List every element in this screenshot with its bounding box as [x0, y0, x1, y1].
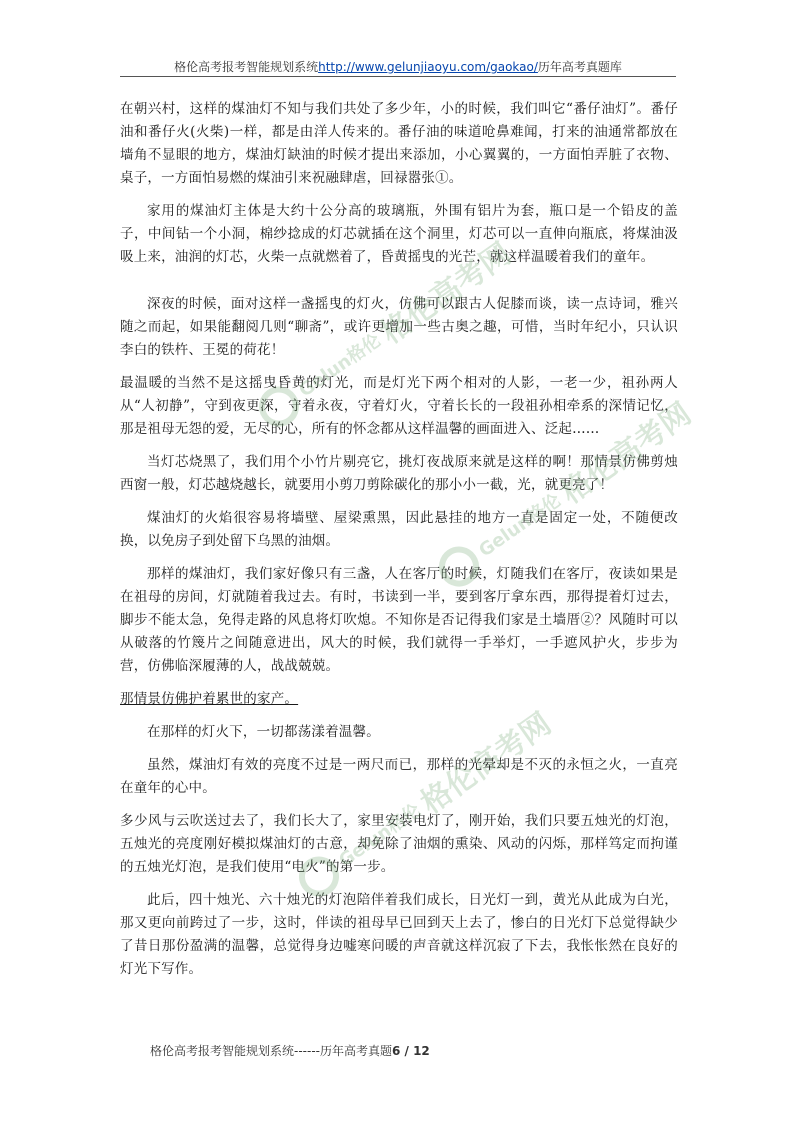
paragraph: 在朝兴村，这样的煤油灯不知与我们共处了多少年，小的时候，我们叫它“番仔油灯”。番仔油和番仔火(火柴)一样，都是由洋人传来的。番仔油的味道呛鼻难闻，打来的油通常都放在墙角不显眼的地方，煤油灯缺油的时候才提出来添加，小心翼翼的，一方面怕弄脏了衣物、桌子，一方面怕易燃的煤油引来祝融肆虐，回禄嚣张①。	[120, 101, 678, 186]
header-prefix: 格伦高考报考智能规划系统	[174, 60, 319, 74]
header-suffix: 历年高考真题库	[537, 60, 622, 74]
paragraph: 那样的煤油灯，我们家好像只有三盏，人在客厅的时候，灯随我们在客厅，夜读如果是在祖母的房间，灯就随着我过去。有时，书读到一半，要到客厅拿东西，那得提着灯过去，脚步不能太急，免得走路的风息将灯吹熄。不知你是否记得我们家是土墙厝②？风随时可以从破落的竹篾片之间随意进出，风大的时候，我们就得一手举灯，一手遮风护火，步步为营，仿佛临深履薄的人，战战兢兢。	[120, 566, 678, 674]
paragraph: 煤油灯的火焰很容易将墙壁、屋梁熏黑，因此悬挂的地方一直是固定一处，不随便改换，以免房子到处留下乌黑的油烟。	[120, 510, 678, 549]
paragraph-underlined	[120, 688, 678, 711]
watermark-small: Gelun格伦	[335, 799, 425, 872]
page-footer	[150, 1042, 430, 1059]
page-header	[120, 58, 676, 75]
underlined-sentence: 那情景仿佛护着累世的家产。	[120, 691, 299, 707]
watermark-brand: 格伦高考网	[554, 396, 698, 512]
paragraph: 此后，四十烛光、六十烛光的灯泡陪伴着我们成长，日光灯一到，黄光从此成为白光，那又更向前跨过了一步，这时，伴读的祖母早已回到天上去了，惨白的日光灯下总觉得缺少了昔日那份盈满的温馨，总觉得身边嘘寒问暖的声音就这样沉寂了下去，我怅怅然在良好的灯光下写作。	[120, 892, 678, 977]
paragraph: 多少风与云吹送过去了，我们长大了，家里安装电灯了，刚开始，我们只要五烛光的灯泡，五烛光的亮度刚好模拟煤油灯的古意，却免除了油烟的熏染、风动的闪烁，那样笃定而拘谨的五烛光灯泡，是我们使用“电火”的第一步。	[120, 813, 678, 875]
header-rule	[120, 76, 676, 77]
page-number: 6 / 12	[391, 1044, 430, 1058]
paragraph: 当灯芯烧黑了，我们用个小竹片剔亮它，挑灯夜战原来就是这样的啊！那情景仿佛剪烛西窗一般，灯芯越烧越长，就要用小剪刀剪除碳化的那小小一截，光，就更亮了！	[120, 454, 678, 493]
article-body	[120, 98, 678, 991]
watermark-small: Gelun格伦	[295, 329, 385, 402]
watermark-brand: 格伦高考网	[374, 236, 518, 352]
paragraph: 虽然，煤油灯有效的亮度不过是一两尺而已，那样的光晕却是不灭的永恒之火，一直亮在童年的心中。	[120, 757, 678, 796]
paragraph: 家用的煤油灯主体是大约十公分高的玻璃瓶，外围有铝片为套，瓶口是一个铅皮的盖子，中间钻一个小洞，棉纱捻成的灯芯就插在这个洞里，灯芯可以一直伸向瓶底，将煤油汲吸上来，油润的灯芯，火柴一点就燃着了，昏黄摇曳的光芒，就这样温暖着我们的童年。	[120, 203, 678, 265]
paragraph: 在那样的灯火下，一切都荡漾着温馨。	[147, 724, 380, 740]
watermark-brand: 格伦高考网	[414, 706, 558, 822]
footer-text: 格伦高考报考智能规划系统------历年高考真题	[150, 1044, 392, 1058]
watermark-small: Gelun格伦	[475, 489, 565, 562]
paragraph: 深夜的时候，面对这样一盏摇曳的灯火，仿佛可以跟古人促膝而谈，读一点诗词，雅兴随之而起，如果能翻阅几则“聊斋”，或许更增加一些古奥之趣，可惜，当时年纪小，只认识李白的铁杵、王冕的荷花！	[120, 296, 678, 358]
header-link[interactable]: http://www.gelunjiaoyu.com/gaokao/	[318, 60, 538, 74]
paragraph: 最温暖的当然不是这摇曳昏黄的灯光，而是灯光下两个相对的人影，一老一少，祖孙两人从“人初静”，守到夜更深，守着永夜，守着灯火，守着长长的一段祖孙相牵系的深情记忆，那是祖母无怨的爱，无尽的心，所有的怀念都从这样温馨的画面进入、泛起……	[120, 375, 678, 437]
